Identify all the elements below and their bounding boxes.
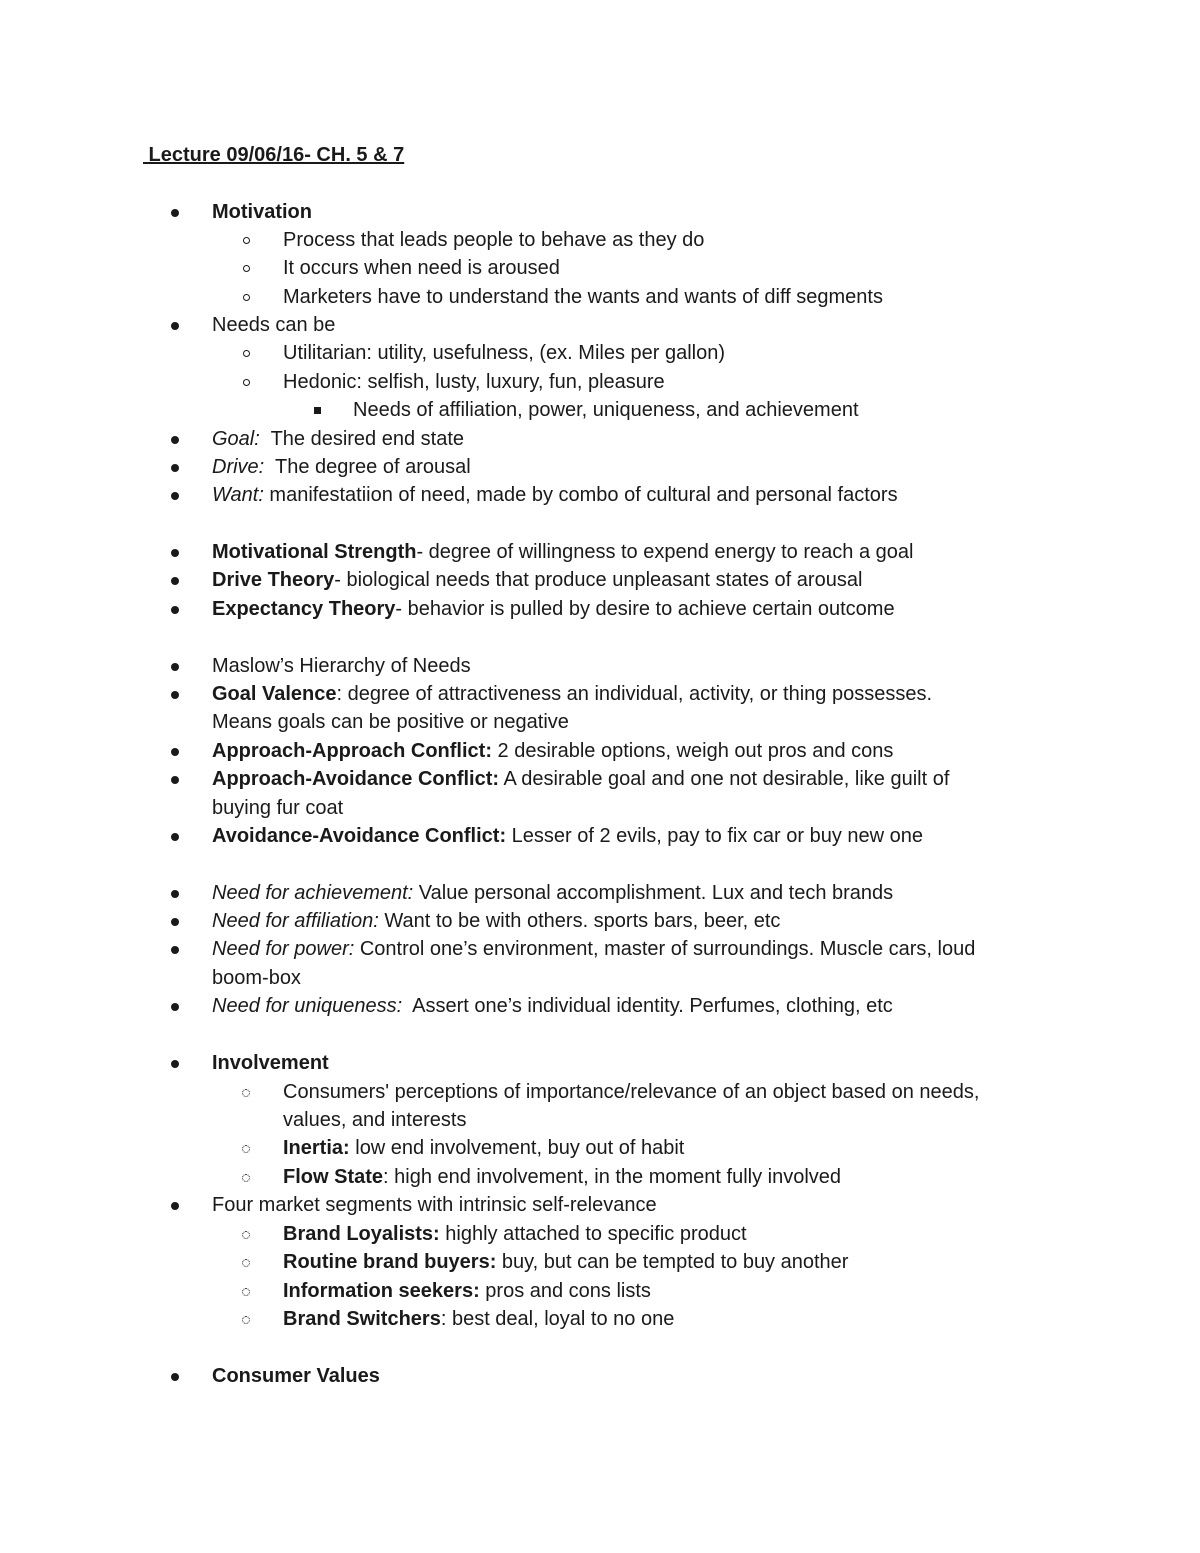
list-item-text xyxy=(283,1163,841,1191)
circle-bullet-icon xyxy=(236,283,256,311)
list-item-term: Information seekers: xyxy=(283,1280,480,1302)
dotcircle-bullet-icon xyxy=(236,1163,256,1191)
disc-bullet-icon xyxy=(165,198,185,226)
list-item xyxy=(0,1191,1200,1219)
list-item-text xyxy=(212,538,913,566)
list-item xyxy=(0,481,1200,509)
disc-bullet-icon xyxy=(165,822,185,850)
list-item-term: Routine brand buyers: xyxy=(283,1251,497,1273)
list-item-description: highly attached to specific product xyxy=(439,1223,747,1245)
list-item xyxy=(0,765,1200,793)
list-item-description: - behavior is pulled by desire to achieve certain outcome xyxy=(395,598,895,620)
list-item xyxy=(0,254,1200,282)
disc-bullet-icon xyxy=(165,907,185,935)
list-item-description: buy, but can be tempted to buy another xyxy=(496,1251,849,1273)
list-item-text xyxy=(212,879,893,907)
dotcircle-bullet-icon xyxy=(236,1134,256,1162)
list-item-description: Process that leads people to behave as they do xyxy=(283,229,705,251)
list-item-description: Maslow’s Hierarchy of Needs xyxy=(212,655,471,677)
list-item xyxy=(0,198,1200,226)
disc-bullet-icon xyxy=(165,453,185,481)
disc-bullet-icon xyxy=(165,935,185,963)
list-item-description: manifestatiion of need, made by combo of cultural and personal factors xyxy=(263,484,898,506)
disc-bullet-icon xyxy=(165,879,185,907)
list-item xyxy=(0,992,1200,1020)
list-item xyxy=(0,964,1200,992)
disc-bullet-icon xyxy=(165,1049,185,1077)
list-item-text xyxy=(212,680,932,708)
list-item-text xyxy=(212,765,949,793)
list-item-description: low end involvement, buy out of habit xyxy=(349,1137,685,1159)
list-item xyxy=(0,879,1200,907)
disc-bullet-icon xyxy=(165,538,185,566)
list-item-description: - degree of willingness to expend energy to reach a goal xyxy=(416,541,914,563)
list-item-text xyxy=(212,794,343,822)
list-item-term: Need for affiliation: xyxy=(212,910,379,932)
dotcircle-bullet-icon xyxy=(236,1248,256,1276)
list-item-text xyxy=(353,396,859,424)
list-item xyxy=(0,283,1200,311)
list-item-text xyxy=(212,595,895,623)
circle-bullet-icon xyxy=(236,368,256,396)
list-item-text xyxy=(212,708,569,736)
list-item xyxy=(0,595,1200,623)
list-item-text xyxy=(212,992,893,1020)
disc-bullet-icon xyxy=(165,425,185,453)
list-item-description: : high end involvement, in the moment fully involved xyxy=(383,1166,842,1188)
list-item-description: Needs of affiliation, power, uniqueness, and achievement xyxy=(353,399,859,421)
list-item-term: Brand Switchers xyxy=(283,1308,441,1330)
list-item-text xyxy=(283,283,883,311)
list-item xyxy=(0,935,1200,963)
list-item-description: It occurs when need is aroused xyxy=(283,257,560,279)
dotcircle-bullet-icon xyxy=(236,1078,256,1106)
list-item-text xyxy=(283,254,560,282)
list-item xyxy=(0,652,1200,680)
list-item-description: Control one’s environment, master of surroundings. Muscle cars, loud xyxy=(354,938,976,960)
list-item-term: Avoidance-Avoidance Conflict: xyxy=(212,825,507,847)
list-item-description: buying fur coat xyxy=(212,797,344,819)
list-item xyxy=(0,339,1200,367)
list-item-term: Expectancy Theory xyxy=(212,598,396,620)
list-item-text xyxy=(212,453,471,481)
dotcircle-bullet-icon xyxy=(236,1277,256,1305)
list-item-term: Approach-Approach Conflict: xyxy=(212,740,492,762)
list-item-text xyxy=(212,1191,657,1219)
list-item-text xyxy=(212,481,898,509)
list-item-description: The degree of arousal xyxy=(264,456,471,478)
disc-bullet-icon xyxy=(165,1191,185,1219)
list-item xyxy=(0,453,1200,481)
list-item-text xyxy=(212,566,862,594)
list-item-text xyxy=(283,368,665,396)
list-item xyxy=(0,538,1200,566)
list-item-description: Value personal accomplishment. Lux and tech brands xyxy=(413,882,894,904)
list-item-text xyxy=(283,1134,684,1162)
list-item xyxy=(0,396,1200,424)
list-item-description: Means goals can be positive or negative xyxy=(212,711,569,733)
disc-bullet-icon xyxy=(165,566,185,594)
circle-bullet-icon xyxy=(236,226,256,254)
list-item-term: Approach-Avoidance Conflict: xyxy=(212,768,500,790)
list-item-text xyxy=(212,425,464,453)
list-item-description: Hedonic: selfish, lusty, luxury, fun, pleasure xyxy=(283,371,665,393)
disc-bullet-icon xyxy=(165,992,185,1020)
list-item-description: boom-box xyxy=(212,967,301,989)
list-item-text xyxy=(283,1277,651,1305)
disc-bullet-icon xyxy=(165,765,185,793)
list-item-term: Want: xyxy=(212,484,264,506)
list-item-description: - biological needs that produce unpleasant states of arousal xyxy=(334,569,863,591)
list-item-term: Goal: xyxy=(212,428,260,450)
list-item-text xyxy=(283,1305,674,1333)
list-item-text xyxy=(212,907,780,935)
list-item xyxy=(0,226,1200,254)
list-item-text xyxy=(283,1106,466,1134)
circle-bullet-icon xyxy=(236,339,256,367)
dotcircle-bullet-icon xyxy=(236,1220,256,1248)
list-item-term: Motivational Strength xyxy=(212,541,417,563)
list-item xyxy=(0,1220,1200,1248)
list-item xyxy=(0,1106,1200,1134)
list-item-text xyxy=(212,198,312,226)
list-item xyxy=(0,737,1200,765)
disc-bullet-icon xyxy=(165,737,185,765)
list-item-text xyxy=(283,226,704,254)
disc-bullet-icon xyxy=(165,481,185,509)
list-item-term: Goal Valence xyxy=(212,683,337,705)
disc-bullet-icon xyxy=(165,652,185,680)
list-item-term: Drive: xyxy=(212,456,265,478)
list-item-text xyxy=(283,1078,979,1106)
list-item-description: 2 desirable options, weigh out pros and cons xyxy=(492,740,894,762)
list-item-description: Needs can be xyxy=(212,314,336,336)
list-item xyxy=(0,1078,1200,1106)
disc-bullet-icon xyxy=(165,1362,185,1390)
list-item-text xyxy=(212,1362,380,1390)
disc-bullet-icon xyxy=(165,311,185,339)
list-item-term: Drive Theory xyxy=(212,569,335,591)
dotcircle-bullet-icon xyxy=(236,1305,256,1333)
list-item-term: Motivation xyxy=(212,201,312,223)
list-item-description: The desired end state xyxy=(259,428,465,450)
list-item-description: Four market segments with intrinsic self-relevance xyxy=(212,1194,657,1216)
list-item xyxy=(0,1305,1200,1333)
list-item-term: Consumer Values xyxy=(212,1365,380,1387)
list-item-term: Need for power: xyxy=(212,938,355,960)
list-item-description: Consumers' perceptions of importance/relevance of an object based on needs, xyxy=(283,1081,980,1103)
list-item-description: : best deal, loyal to no one xyxy=(440,1308,675,1330)
list-item-description: values, and interests xyxy=(283,1109,467,1131)
list-item-description: Assert one’s individual identity. Perfumes, clothing, etc xyxy=(402,995,893,1017)
list-item xyxy=(0,311,1200,339)
square-bullet-icon xyxy=(307,396,327,424)
list-item-description: Utilitarian: utility, usefulness, (ex. Miles per gallon) xyxy=(283,342,726,364)
list-item-text xyxy=(212,935,975,963)
list-item-term: Involvement xyxy=(212,1052,329,1074)
list-item-text xyxy=(283,339,725,367)
list-item-term: Inertia: xyxy=(283,1137,350,1159)
list-item-term: Need for achievement: xyxy=(212,882,414,904)
list-item-description: Lesser of 2 evils, pay to fix car or buy new one xyxy=(506,825,923,847)
list-item-term: Brand Loyalists: xyxy=(283,1223,440,1245)
list-item xyxy=(0,368,1200,396)
list-item-text xyxy=(212,737,893,765)
list-item-description: : degree of attractiveness an individual, activity, or thing possesses. xyxy=(336,683,933,705)
list-item xyxy=(0,794,1200,822)
list-item-description: Marketers have to understand the wants and wants of diff segments xyxy=(283,286,883,308)
list-item xyxy=(0,822,1200,850)
list-item xyxy=(0,680,1200,708)
list-item xyxy=(0,907,1200,935)
list-item xyxy=(0,566,1200,594)
list-item-text xyxy=(283,1248,848,1276)
list-item-description: A desirable goal and one not desirable, like guilt of xyxy=(499,768,950,790)
list-item xyxy=(0,1134,1200,1162)
list-item-text xyxy=(212,652,471,680)
disc-bullet-icon xyxy=(165,595,185,623)
list-item xyxy=(0,708,1200,736)
list-item-text xyxy=(212,964,301,992)
list-item-text xyxy=(212,822,923,850)
list-item-text xyxy=(212,311,335,339)
list-item-text xyxy=(212,1049,329,1077)
list-item xyxy=(0,1277,1200,1305)
list-item xyxy=(0,425,1200,453)
list-item-text xyxy=(283,1220,747,1248)
list-item xyxy=(0,1163,1200,1191)
list-item-description: Want to be with others. sports bars, beer, etc xyxy=(378,910,781,932)
list-item xyxy=(0,1362,1200,1390)
list-item-term: Need for uniqueness: xyxy=(212,995,403,1017)
list-item-term: Flow State xyxy=(283,1166,384,1188)
circle-bullet-icon xyxy=(236,254,256,282)
list-item xyxy=(0,1049,1200,1077)
list-item-description: pros and cons lists xyxy=(479,1280,651,1302)
disc-bullet-icon xyxy=(165,680,185,708)
page-title: Lecture 09/06/16- CH. 5 & 7 xyxy=(143,144,405,166)
list-item xyxy=(0,1248,1200,1276)
